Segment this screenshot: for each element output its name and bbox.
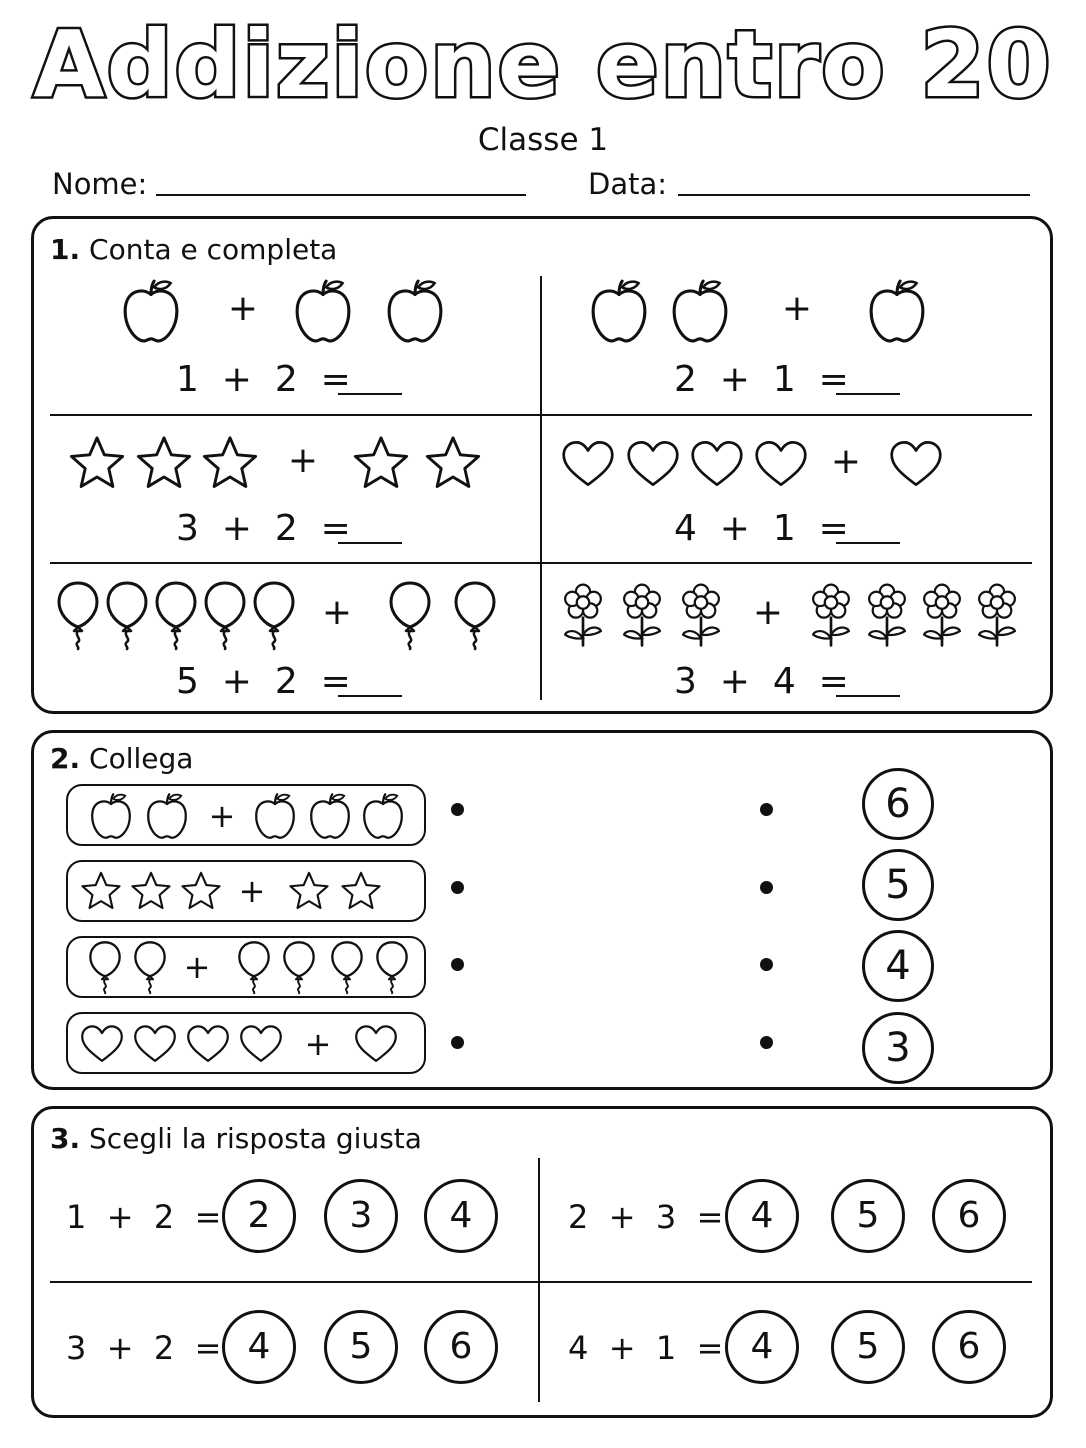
apple-icon <box>88 792 134 840</box>
exercise-5-answer-blank[interactable] <box>338 695 402 697</box>
class-subtitle: Classe 1 <box>477 122 609 158</box>
star-icon <box>68 434 126 492</box>
exercise-4-equation: 4 + 1 = <box>674 508 849 549</box>
star-icon <box>80 870 122 912</box>
plus-sign: + <box>781 288 813 329</box>
exercise-3-answer-blank[interactable] <box>338 542 402 544</box>
match-right-dot-2[interactable] <box>760 881 773 894</box>
apple-icon <box>120 278 182 344</box>
section2-number: 2. <box>50 742 81 775</box>
plus-sign: + <box>208 797 236 835</box>
plus-sign: + <box>752 592 784 633</box>
question-3-option-2[interactable]: 5 <box>324 1310 398 1384</box>
exercise-4-answer-blank[interactable] <box>836 542 900 544</box>
section1-number: 1. <box>50 233 81 266</box>
match-right-dot-1[interactable] <box>760 803 773 816</box>
balloon-icon <box>88 940 122 994</box>
star-icon <box>352 434 410 492</box>
apple-icon <box>252 792 298 840</box>
heart-icon <box>133 1024 177 1064</box>
date-input-line[interactable] <box>678 194 1030 196</box>
name-label: Nome: <box>52 167 148 201</box>
section1-title <box>50 232 337 268</box>
apple-icon <box>292 278 354 344</box>
balloon-icon <box>330 940 364 994</box>
heart-icon <box>889 438 943 490</box>
heart-icon <box>626 438 680 490</box>
date-label: Data: <box>588 167 668 201</box>
section3-number: 3. <box>50 1122 81 1155</box>
balloon-icon <box>154 580 198 650</box>
match-right-dot-3[interactable] <box>760 958 773 971</box>
star-icon <box>340 870 382 912</box>
flower-icon <box>917 582 967 648</box>
plus-sign: + <box>321 592 353 633</box>
balloon-icon <box>56 580 100 650</box>
match-answer-1[interactable]: 6 <box>862 768 934 840</box>
section3-title-text: Scegli la risposta giusta <box>89 1122 422 1155</box>
section1-divider-row1 <box>50 414 1032 416</box>
star-icon <box>424 434 482 492</box>
match-left-dot-4[interactable] <box>451 1036 464 1049</box>
heart-icon <box>354 1024 398 1064</box>
balloon-icon <box>237 940 271 994</box>
exercise-1-answer-blank[interactable] <box>338 393 402 395</box>
exercise-6-equation: 3 + 4 = <box>674 661 849 702</box>
exercise-2-answer-blank[interactable] <box>836 393 900 395</box>
apple-icon <box>307 792 353 840</box>
question-1-option-2[interactable]: 3 <box>324 1179 398 1253</box>
apple-icon <box>384 278 446 344</box>
match-answer-2[interactable]: 5 <box>862 849 934 921</box>
section3-divider-horizontal <box>50 1281 1032 1283</box>
star-icon <box>288 870 330 912</box>
question-2-option-2[interactable]: 5 <box>831 1179 905 1253</box>
flower-icon <box>676 582 726 648</box>
question-4-option-1[interactable]: 4 <box>725 1310 799 1384</box>
question-4-equation: 4 + 1 = <box>568 1329 724 1367</box>
flower-icon <box>617 582 667 648</box>
balloon-icon <box>375 940 409 994</box>
exercise-6-answer-blank[interactable] <box>836 695 900 697</box>
heart-icon <box>754 438 808 490</box>
question-2-option-1[interactable]: 4 <box>725 1179 799 1253</box>
flower-icon <box>862 582 912 648</box>
question-3-equation: 3 + 2 = <box>66 1329 222 1367</box>
question-2-option-3[interactable]: 6 <box>932 1179 1006 1253</box>
heart-icon <box>80 1024 124 1064</box>
plus-sign: + <box>304 1025 332 1063</box>
question-1-option-3[interactable]: 4 <box>424 1179 498 1253</box>
flower-icon <box>972 582 1022 648</box>
section1-divider-vertical <box>540 276 542 700</box>
balloon-icon <box>252 580 296 650</box>
star-icon <box>180 870 222 912</box>
plus-sign: + <box>287 440 319 481</box>
balloon-icon <box>282 940 316 994</box>
star-icon <box>201 434 259 492</box>
worksheet-title: Addizione entro 20 <box>33 11 1053 118</box>
section1-title-text: Conta e completa <box>89 233 338 266</box>
match-answer-3[interactable]: 4 <box>862 930 934 1002</box>
match-answer-4[interactable]: 3 <box>862 1012 934 1084</box>
exercise-2-equation: 2 + 1 = <box>674 359 849 400</box>
plus-sign: + <box>183 948 211 986</box>
exercise-1-equation: 1 + 2 = <box>176 359 351 400</box>
star-icon <box>135 434 193 492</box>
apple-icon <box>360 792 406 840</box>
plus-sign: + <box>830 441 862 482</box>
question-3-option-3[interactable]: 6 <box>424 1310 498 1384</box>
apple-icon <box>588 278 650 344</box>
question-1-option-1[interactable]: 2 <box>222 1179 296 1253</box>
apple-icon <box>669 278 731 344</box>
name-input-line[interactable] <box>156 194 526 196</box>
match-left-dot-1[interactable] <box>451 803 464 816</box>
question-2-equation: 2 + 3 = <box>568 1198 724 1236</box>
apple-icon <box>866 278 928 344</box>
balloon-icon <box>453 580 497 650</box>
balloon-icon <box>203 580 247 650</box>
heart-icon <box>690 438 744 490</box>
section3-title <box>50 1121 422 1157</box>
balloon-icon <box>388 580 432 650</box>
flower-icon <box>806 582 856 648</box>
section2-title <box>50 741 193 777</box>
star-icon <box>130 870 172 912</box>
question-4-option-3[interactable]: 6 <box>932 1310 1006 1384</box>
exercise-5-equation: 5 + 2 = <box>176 661 351 702</box>
heart-icon <box>561 438 615 490</box>
question-4-option-2[interactable]: 5 <box>831 1310 905 1384</box>
section2-title-text: Collega <box>89 742 194 775</box>
section3-divider-vertical <box>538 1158 540 1402</box>
section1-divider-row2 <box>50 562 1032 564</box>
question-3-option-1[interactable]: 4 <box>222 1310 296 1384</box>
plus-sign: + <box>238 872 266 910</box>
balloon-icon <box>105 580 149 650</box>
flower-icon <box>558 582 608 648</box>
heart-icon <box>239 1024 283 1064</box>
heart-icon <box>186 1024 230 1064</box>
match-left-dot-2[interactable] <box>451 881 464 894</box>
exercise-3-equation: 3 + 2 = <box>176 508 351 549</box>
plus-sign: + <box>227 288 259 329</box>
question-1-equation: 1 + 2 = <box>66 1198 222 1236</box>
balloon-icon <box>133 940 167 994</box>
match-left-dot-3[interactable] <box>451 958 464 971</box>
match-right-dot-4[interactable] <box>760 1036 773 1049</box>
apple-icon <box>144 792 190 840</box>
